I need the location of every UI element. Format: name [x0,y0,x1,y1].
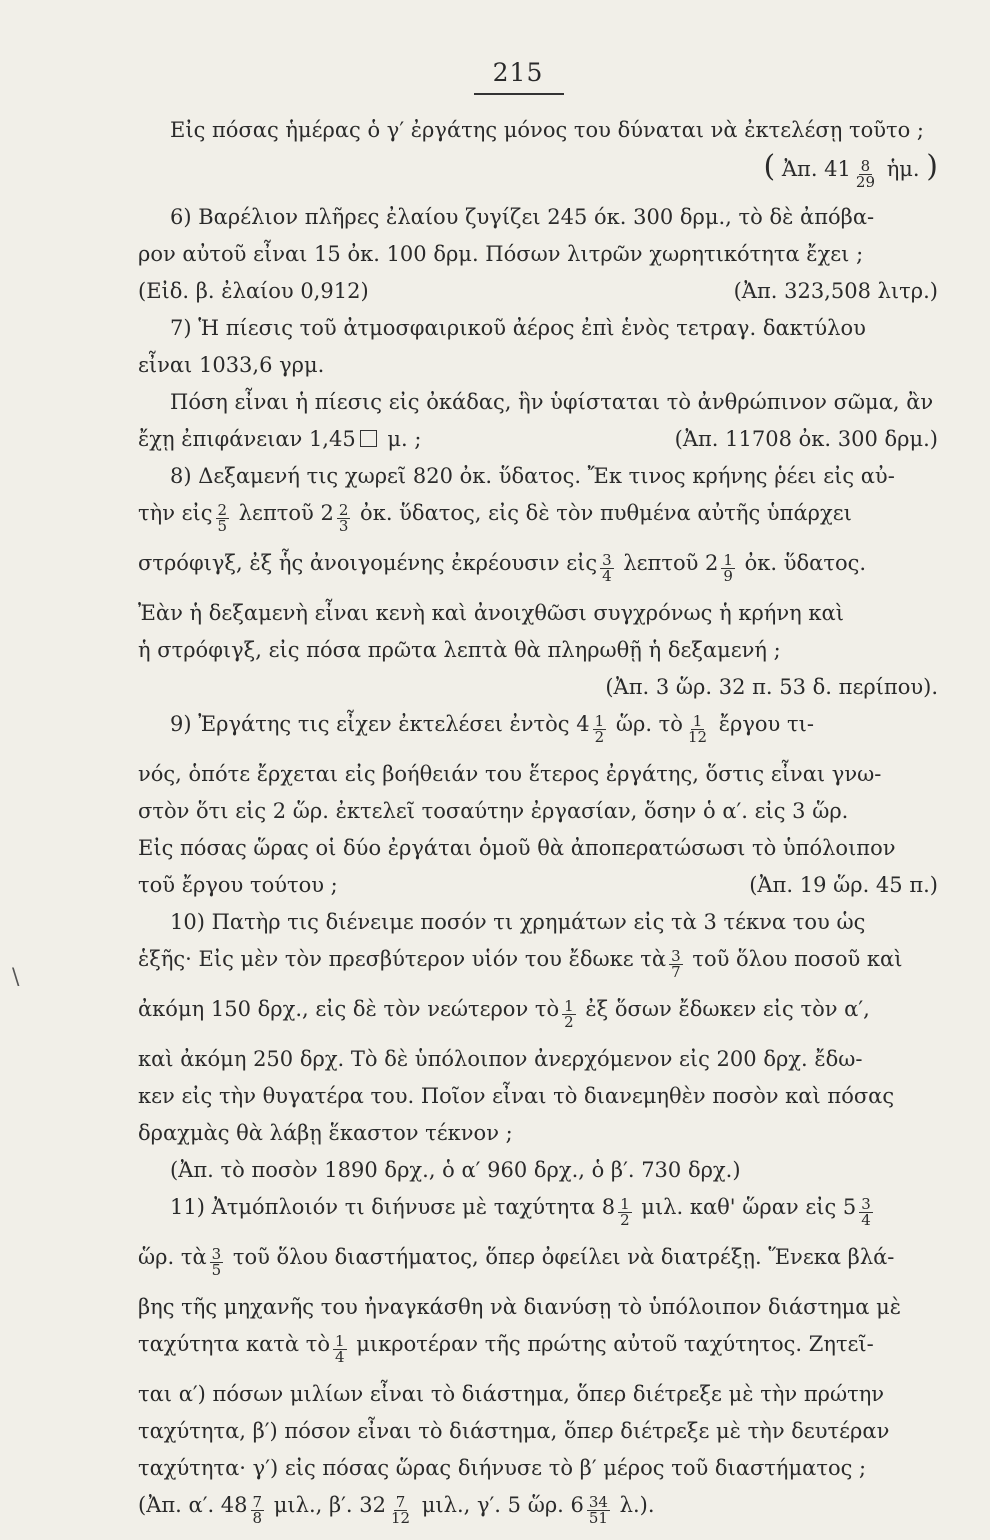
text-segment: (Ἀπ. τὸ ποσὸν 1890 δρχ., ὁ α′ 960 δρχ., ὁ β′. 730 δρχ.) [170,1158,741,1182]
text-segment: τοῦ ἔργου τούτου ; [138,873,338,897]
text-segment-group [138,944,903,981]
text-line [138,709,938,759]
text-segment: ὀκ. ὕδατος, εἰς δὲ τὸν πυθμένα αὐτῆς ὑπάρχει [360,501,852,525]
text-line [138,672,938,709]
text-segment: ἡ στρόφιγξ, εἰς πόσα πρῶτα λεπτὰ θὰ πληρωθῇ ἡ δεξαμενή ; [138,638,781,662]
text-segment-group [138,870,338,900]
text-segment: ταχύτητα· γ′) εἰς πόσας ὥρας διήνυσε τὸ β′ μέρος τοῦ διαστήματος ; [138,1456,867,1480]
text-line [138,239,938,276]
fraction [337,503,351,534]
fraction-denominator: 8 [252,1509,263,1527]
fraction [210,1247,224,1278]
text-segment: τοῦ ὅλου ποσοῦ καὶ [692,947,903,971]
fraction-numerator: 7 [395,1493,406,1511]
text-line [138,907,938,944]
text-line [138,313,938,350]
text-segment: 10) Πατὴρ τις διένειμε ποσόν τι χρημάτων εἰς τὰ 3 τέκνα του ὡς [170,910,866,934]
fraction-denominator: 4 [602,567,612,585]
text-line [138,1155,938,1192]
fraction [854,159,877,190]
text-segment-group [138,1329,874,1366]
fraction-denominator: 12 [390,1509,411,1527]
parenthesis: ) [926,149,938,184]
parenthesis: ( [763,149,776,184]
text-segment-group [138,1416,889,1446]
text-segment-group [138,1379,884,1409]
fraction-denominator: 12 [687,728,708,746]
text-segment-group [138,759,881,789]
text-segment-group [138,1453,866,1483]
text-segment-group [170,1192,876,1229]
text-segment: Εἰς πόσας ὥρας οἱ δύο ἐργάται ὁμοῦ θὰ ἀποπερατώσωσι τὸ ὑπόλοιπον [138,836,896,860]
text-line [138,350,938,387]
text-segment: (Ἀπ. 11708 ὀκ. 300 δρμ.) [674,427,938,451]
fraction [600,553,614,584]
text-segment-group [138,1242,895,1279]
text-line [138,598,938,635]
fraction-numerator: 3 [602,551,612,569]
text-line [138,387,938,424]
text-segment: στρόφιγξ, ἐξ ἧς ἀνοιγομένης ἐκρέουσιν εἰς [138,551,598,575]
text-segment: Πόση εἶναι ἡ πίεσις εἰς ὀκάδας, ἣν ὑφίσταται τὸ ἀνθρώπινον σῶμα, ἂν [170,390,934,414]
text-segment: (Ἀπ. 19 ὥρ. 45 π.) [749,873,938,897]
text-segment: ἐξ ὅσων ἔδωκεν εἰς τὸν α′, [585,997,870,1021]
text-line [138,1242,938,1292]
fraction-numerator: 1 [692,712,703,730]
fraction-denominator: 4 [861,1211,871,1229]
answer-group [749,870,938,900]
text-segment-group [170,709,814,746]
text-segment: νός, ὁπότε ἔρχεται εἰς βοήθειάν του ἕτερος ἐργάτης, ὅστις εἶναι γνω- [138,762,882,786]
text-line [138,870,938,907]
text-segment-group [138,796,848,826]
text-segment: καὶ ἀκόμη 250 δρχ. Τὸ δὲ ὑπόλοιπον ἀνερχόμενον εἰς 200 δρχ. ἔδω- [138,1047,863,1071]
text-segment: κεν εἰς τὴν θυγατέρα του. Ποῖον εἶναι τὸ διανεμηθὲν ποσὸν καὶ πόσας [138,1084,895,1108]
fraction-denominator: 5 [217,517,228,535]
text-line [138,759,938,796]
text-segment: ἔχῃ ἐπιφάνειαν 1,45 [138,427,356,451]
fraction [686,714,709,745]
text-segment-group [138,276,369,306]
text-segment: βης τῆς μηχανῆς του ἠναγκάσθη νὰ διανύσῃ τὸ ὑπόλοιπον διάστημα μὲ [138,1295,902,1319]
text-segment: μικροτέραν τῆς πρώτης αὐτοῦ ταχύτητος. Ζητεῖ- [356,1332,874,1356]
text-line [138,1044,938,1081]
text-segment: 9) Ἐργάτης τις εἶχεν ἐκτελέσει ἐντὸς 4 [170,712,590,736]
text-line [138,994,938,1044]
text-segment: λεπτοῦ 2 [623,551,719,575]
text-segment: 7) Ἡ πίεσις τοῦ ἀτμοσφαιρικοῦ ἀέρος ἐπὶ ἑνὸς τετραγ. δακτύλου [170,316,866,340]
text-line [138,498,938,548]
text-line [138,1453,938,1490]
text-segment: τὴν εἰς [138,501,213,525]
text-line [138,1490,938,1540]
text-line [138,1416,938,1453]
text-segment: (Ἀπ. 3 ὥρ. 32 π. 53 δ. περίπου). [605,675,938,699]
text-segment: (Ἀπ. 323,508 λιτρ.) [733,279,938,303]
text-line [138,548,938,598]
text-line [138,1292,938,1329]
text-line [138,1379,938,1416]
text-segment: ται α′) πόσων μιλίων εἶναι τὸ διάστημα, ὅπερ διέτρεξε μὲ τὴν πρώτην [138,1382,885,1406]
text-segment: ἔργου τι- [718,712,814,736]
text-segment: 11) Ἀτμόπλοιόν τι διήνυσε μὲ ταχύτητα 8 [170,1195,616,1219]
text-segment: 8) Δεξαμενή τις χωρεῖ 820 ὀκ. ὕδατος. Ἔκ τινος κρήνης ῥέει εἰς αὐ- [170,464,895,488]
text-segment: Ἐὰν ἡ δεξαμενὴ εἶναι κενὴ καὶ ἀνοιχθῶσι συγχρόνως ἡ κρήνη καὶ [138,601,844,625]
fraction-denominator: 7 [671,963,681,981]
text-segment: μιλ., γ′. 5 ὥρ. 6 [421,1493,584,1517]
text-segment: ἑξῆς· Εἰς μὲν τὸν πρεσβύτερον υἱόν του ἔδωκε τὰ [138,947,667,971]
text-segment: μιλ., β′. 32 [273,1493,386,1517]
fraction-numerator: 1 [723,551,733,569]
text-segment-group [170,115,924,145]
text-segment: τοῦ ὅλου διαστήματος, ὅπερ ὀφείλει νὰ διατρέξῃ. Ἕνεκα βλά- [232,1245,895,1269]
text-segment-group [138,1292,901,1322]
text-line [138,635,938,672]
fraction [859,1197,873,1228]
text-segment-group [170,202,874,232]
text-segment-group [170,1155,741,1185]
text-segment-group [763,149,938,191]
page-number: 215 [492,58,544,87]
text-segment: Εἰς πόσας ἡμέρας ὁ γ′ ἐργάτης μόνος του δύναται νὰ ἐκτελέσῃ τοῦτο ; [170,118,925,142]
fraction-numerator: 34 [588,1493,608,1511]
text-segment-group [605,672,938,702]
text-segment: ἀκόμη 150 δρχ., εἰς δὲ τὸν νεώτερον τὸ [138,997,560,1021]
text-segment: (Ἀπ. α′. 48 [138,1493,248,1517]
text-segment-group [138,635,781,665]
text-segment: ὀκ. ὕδατος. [744,551,867,575]
text-line [138,1118,938,1155]
fraction-denominator: 2 [564,1013,574,1031]
text-segment-group [138,350,324,380]
text-segment: ταχύτητα, β′) πόσον εἶναι τὸ διάστημα, ὅπερ διέτρεξε μὲ τὴν δευτέραν [138,1419,890,1443]
fraction-numerator: 1 [594,712,605,730]
text-segment-group [138,1044,863,1074]
text-segment: ρον αὐτοῦ εἶναι 15 ὀκ. 100 δρμ. Πόσων λιτρῶν χωρητικότητα ἔχει ; [138,242,864,266]
fraction-numerator: 3 [861,1195,871,1213]
fraction-denominator: 2 [594,728,605,746]
fraction-denominator: 2 [620,1211,630,1229]
text-line [138,796,938,833]
text-segment-group [138,239,863,269]
text-segment: ὥρ. τὸ [615,712,683,736]
text-segment: στὸν ὅτι εἰς 2 ὥρ. ἐκτελεῖ τοσαύτην ἐργασίαν, ὅσην ὁ α′. εἰς 3 ὥρ. [138,799,849,823]
fraction [333,1334,347,1365]
fraction-denominator: 5 [211,1261,222,1279]
text-segment-group [170,461,895,491]
fraction-denominator: 29 [855,173,875,191]
text-line [138,115,938,152]
text-line [138,1192,938,1242]
text-segment: ἡμ. [886,157,920,181]
text-segment: εἶναι 1033,6 γρμ. [138,353,325,377]
fraction-numerator: 2 [338,501,349,519]
text-segment-group [138,1081,894,1111]
fraction-numerator: 1 [564,997,574,1015]
square-unit-icon [360,430,377,447]
text-segment-group [170,907,865,937]
fraction-numerator: 8 [860,157,871,175]
answer-group [734,276,938,306]
fraction [669,949,683,980]
text-segment: λ.). [619,1493,655,1517]
text-line [138,149,938,202]
fraction-numerator: 1 [335,1332,345,1350]
text-segment-group [138,548,867,585]
fraction-numerator: 1 [620,1195,630,1213]
fraction [562,999,576,1030]
text-line [138,202,938,239]
fraction-numerator: 3 [671,947,681,965]
fraction-numerator: 2 [217,501,228,519]
text-segment: λεπτοῦ 2 [238,501,334,525]
text-segment: ὥρ. τὰ [138,1245,207,1269]
text-line [138,276,938,313]
text-segment-group [138,1118,513,1148]
fraction-numerator: 7 [252,1493,263,1511]
text-line [138,1081,938,1118]
text-segment-group [170,387,933,417]
page-body [138,115,938,1540]
fraction [593,714,607,745]
text-segment: Ἀπ. 41 [781,157,851,181]
page-number-rule [474,93,564,95]
text-segment: 6) Βαρέλιον πλῆρες ἐλαίου ζυγίζει 245 όκ. 300 δρμ., τὸ δὲ ἀπόβα- [170,205,875,229]
fraction [618,1197,632,1228]
text-segment-group [170,313,866,343]
text-line [138,944,938,994]
text-segment-group [138,833,896,863]
margin-mark: \ [12,965,20,990]
text-segment: (Εἰδ. β. ἐλαίου 0,912) [138,279,369,303]
text-line [138,1329,938,1379]
fraction-denominator: 51 [588,1509,608,1527]
text-segment-group [138,994,870,1031]
text-line [138,424,938,461]
text-line [138,833,938,870]
fraction-denominator: 9 [723,567,733,585]
fraction-denominator: 4 [335,1348,345,1366]
answer-group [675,424,938,454]
text-segment-group [138,598,844,628]
text-segment-group [138,424,421,454]
text-segment: δραχμὰς θὰ λάβῃ ἕκαστον τέκνον ; [138,1121,513,1145]
text-segment-group [138,1490,655,1527]
fraction-denominator: 3 [338,517,349,535]
text-line [138,461,938,498]
fraction-numerator: 3 [211,1245,222,1263]
text-segment: ταχύτητα κατὰ τὸ [138,1332,331,1356]
text-segment: μιλ. καθ' ὥραν εἰς 5 [641,1195,857,1219]
fraction [216,503,230,534]
fraction [721,553,735,584]
text-segment-group [138,498,852,535]
text-segment: μ. ; [387,427,422,451]
